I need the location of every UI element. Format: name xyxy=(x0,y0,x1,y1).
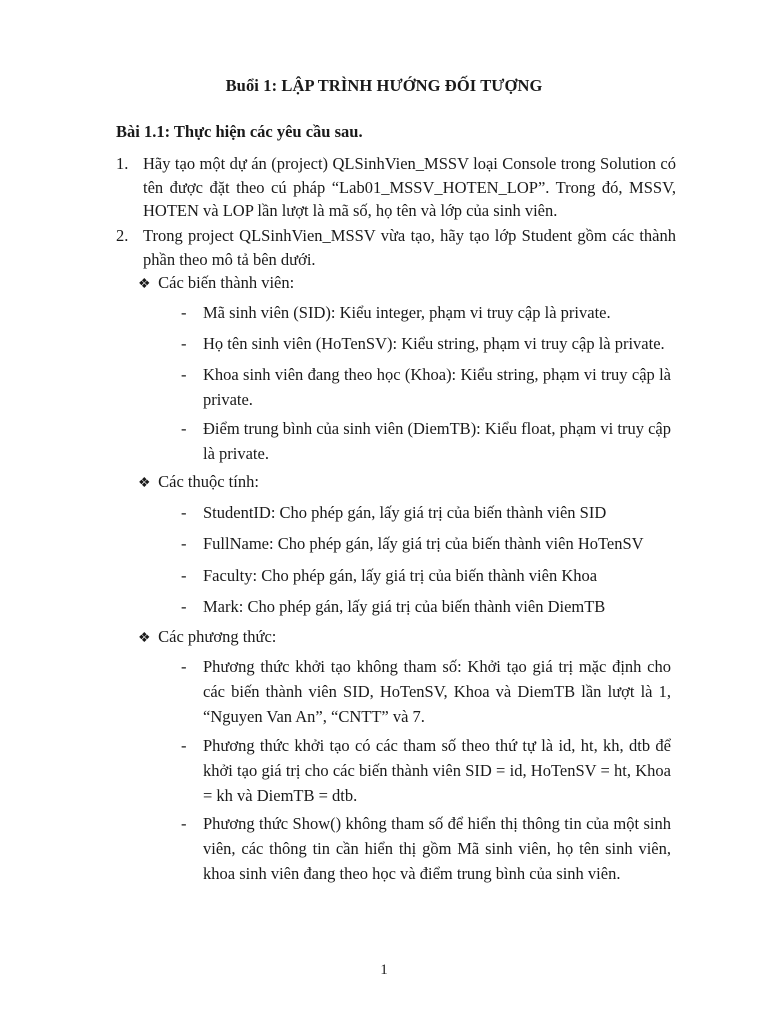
page-number: 1 xyxy=(380,962,388,978)
dash-bullet-icon: - xyxy=(181,597,187,616)
bullet-item xyxy=(181,416,671,466)
section-member-variables xyxy=(138,271,294,296)
page-title: Buổi 1: LẬP TRÌNH HƯỚNG ĐỐI TƯỢNG xyxy=(225,76,543,95)
list-item-number: 1. xyxy=(116,154,129,173)
bullet-item xyxy=(181,594,671,619)
list-item-text: Hãy tạo một dự án (project) QLSinhVien_MSSV loại Console trong Solution có tên được đặt theo cú pháp “Lab01_MSSV_HOTEN_LOP”. Trong đó, MSSV, HOTEN và LOP lần lượt là mã số, họ tên và lớp của sinh viên. xyxy=(143,154,676,220)
dash-bullet-icon: - xyxy=(181,657,187,676)
diamond-bullet-icon: ❖ xyxy=(138,476,151,491)
list-item-2 xyxy=(116,224,676,271)
bullet-text: Phương thức khởi tạo có các tham số theo thứ tự là id, ht, kh, dtb để khởi tạo giá trị cho các biến thành viên SID = id, HoTenSV = ht, Khoa = kh và DiemTB = dtb. xyxy=(203,736,671,805)
dash-bullet-icon: - xyxy=(181,365,187,384)
dash-bullet-icon: - xyxy=(181,814,187,833)
bullet-item xyxy=(181,733,671,808)
bullet-item xyxy=(181,811,671,886)
bullet-text: StudentID: Cho phép gán, lấy giá trị của biến thành viên SID xyxy=(203,503,607,522)
bullet-item xyxy=(181,500,671,525)
dash-bullet-icon: - xyxy=(181,419,187,438)
dash-bullet-icon: - xyxy=(181,736,187,755)
list-item-text: Trong project QLSinhVien_MSSV vừa tạo, hãy tạo lớp Student gồm các thành phần theo mô tả bên dưới. xyxy=(143,226,676,269)
bullet-item xyxy=(181,654,671,729)
dash-bullet-icon: - xyxy=(181,503,187,522)
bullet-text: Mark: Cho phép gán, lấy giá trị của biến thành viên DiemTB xyxy=(203,597,606,616)
section-heading: Các phương thức: xyxy=(158,627,277,646)
section-heading: Các thuộc tính: xyxy=(158,472,259,491)
bullet-text: Faculty: Cho phép gán, lấy giá trị của biến thành viên Khoa xyxy=(203,566,598,585)
dash-bullet-icon: - xyxy=(181,534,187,553)
section-heading: Các biến thành viên: xyxy=(158,273,295,292)
bullet-text: Phương thức khởi tạo không tham số: Khởi tạo giá trị mặc định cho các biến thành viên SID, HoTenSV, Khoa và DiemTB lần lượt là 1, “Nguyen Van An”, “CNTT” và 7. xyxy=(203,657,671,726)
dash-bullet-icon: - xyxy=(181,334,187,353)
dash-bullet-icon: - xyxy=(181,566,187,585)
list-item-1 xyxy=(116,152,676,223)
diamond-bullet-icon: ❖ xyxy=(138,631,151,646)
bullet-text: Phương thức Show() không tham số để hiển thị thông tin của một sinh viên, các thông tin cần hiển thị gồm Mã sinh viên, họ tên sinh viên, khoa sinh viên đang theo học và điểm trung bình của sinh viên. xyxy=(203,814,671,883)
bullet-text: Điểm trung bình của sinh viên (DiemTB): Kiểu float, phạm vi truy cập là private. xyxy=(203,419,671,463)
bullet-item xyxy=(181,300,671,325)
bullet-item xyxy=(181,362,671,412)
list-item-number: 2. xyxy=(116,226,129,245)
bullet-text: Khoa sinh viên đang theo học (Khoa): Kiểu string, phạm vi truy cập là private. xyxy=(203,365,671,409)
bullet-text: Mã sinh viên (SID): Kiểu integer, phạm vi truy cập là private. xyxy=(203,303,611,322)
bullet-text: FullName: Cho phép gán, lấy giá trị của biến thành viên HoTenSV xyxy=(203,534,644,553)
diamond-bullet-icon: ❖ xyxy=(138,277,151,292)
bullet-item xyxy=(181,331,671,356)
section-methods xyxy=(138,625,276,650)
section-properties xyxy=(138,470,259,495)
bullet-item xyxy=(181,563,671,588)
bullet-item xyxy=(181,531,671,556)
exercise-heading: Bài 1.1: Thực hiện các yêu cầu sau. xyxy=(116,122,363,141)
dash-bullet-icon: - xyxy=(181,303,187,322)
bullet-text: Họ tên sinh viên (HoTenSV): Kiểu string, phạm vi truy cập là private. xyxy=(203,334,665,353)
